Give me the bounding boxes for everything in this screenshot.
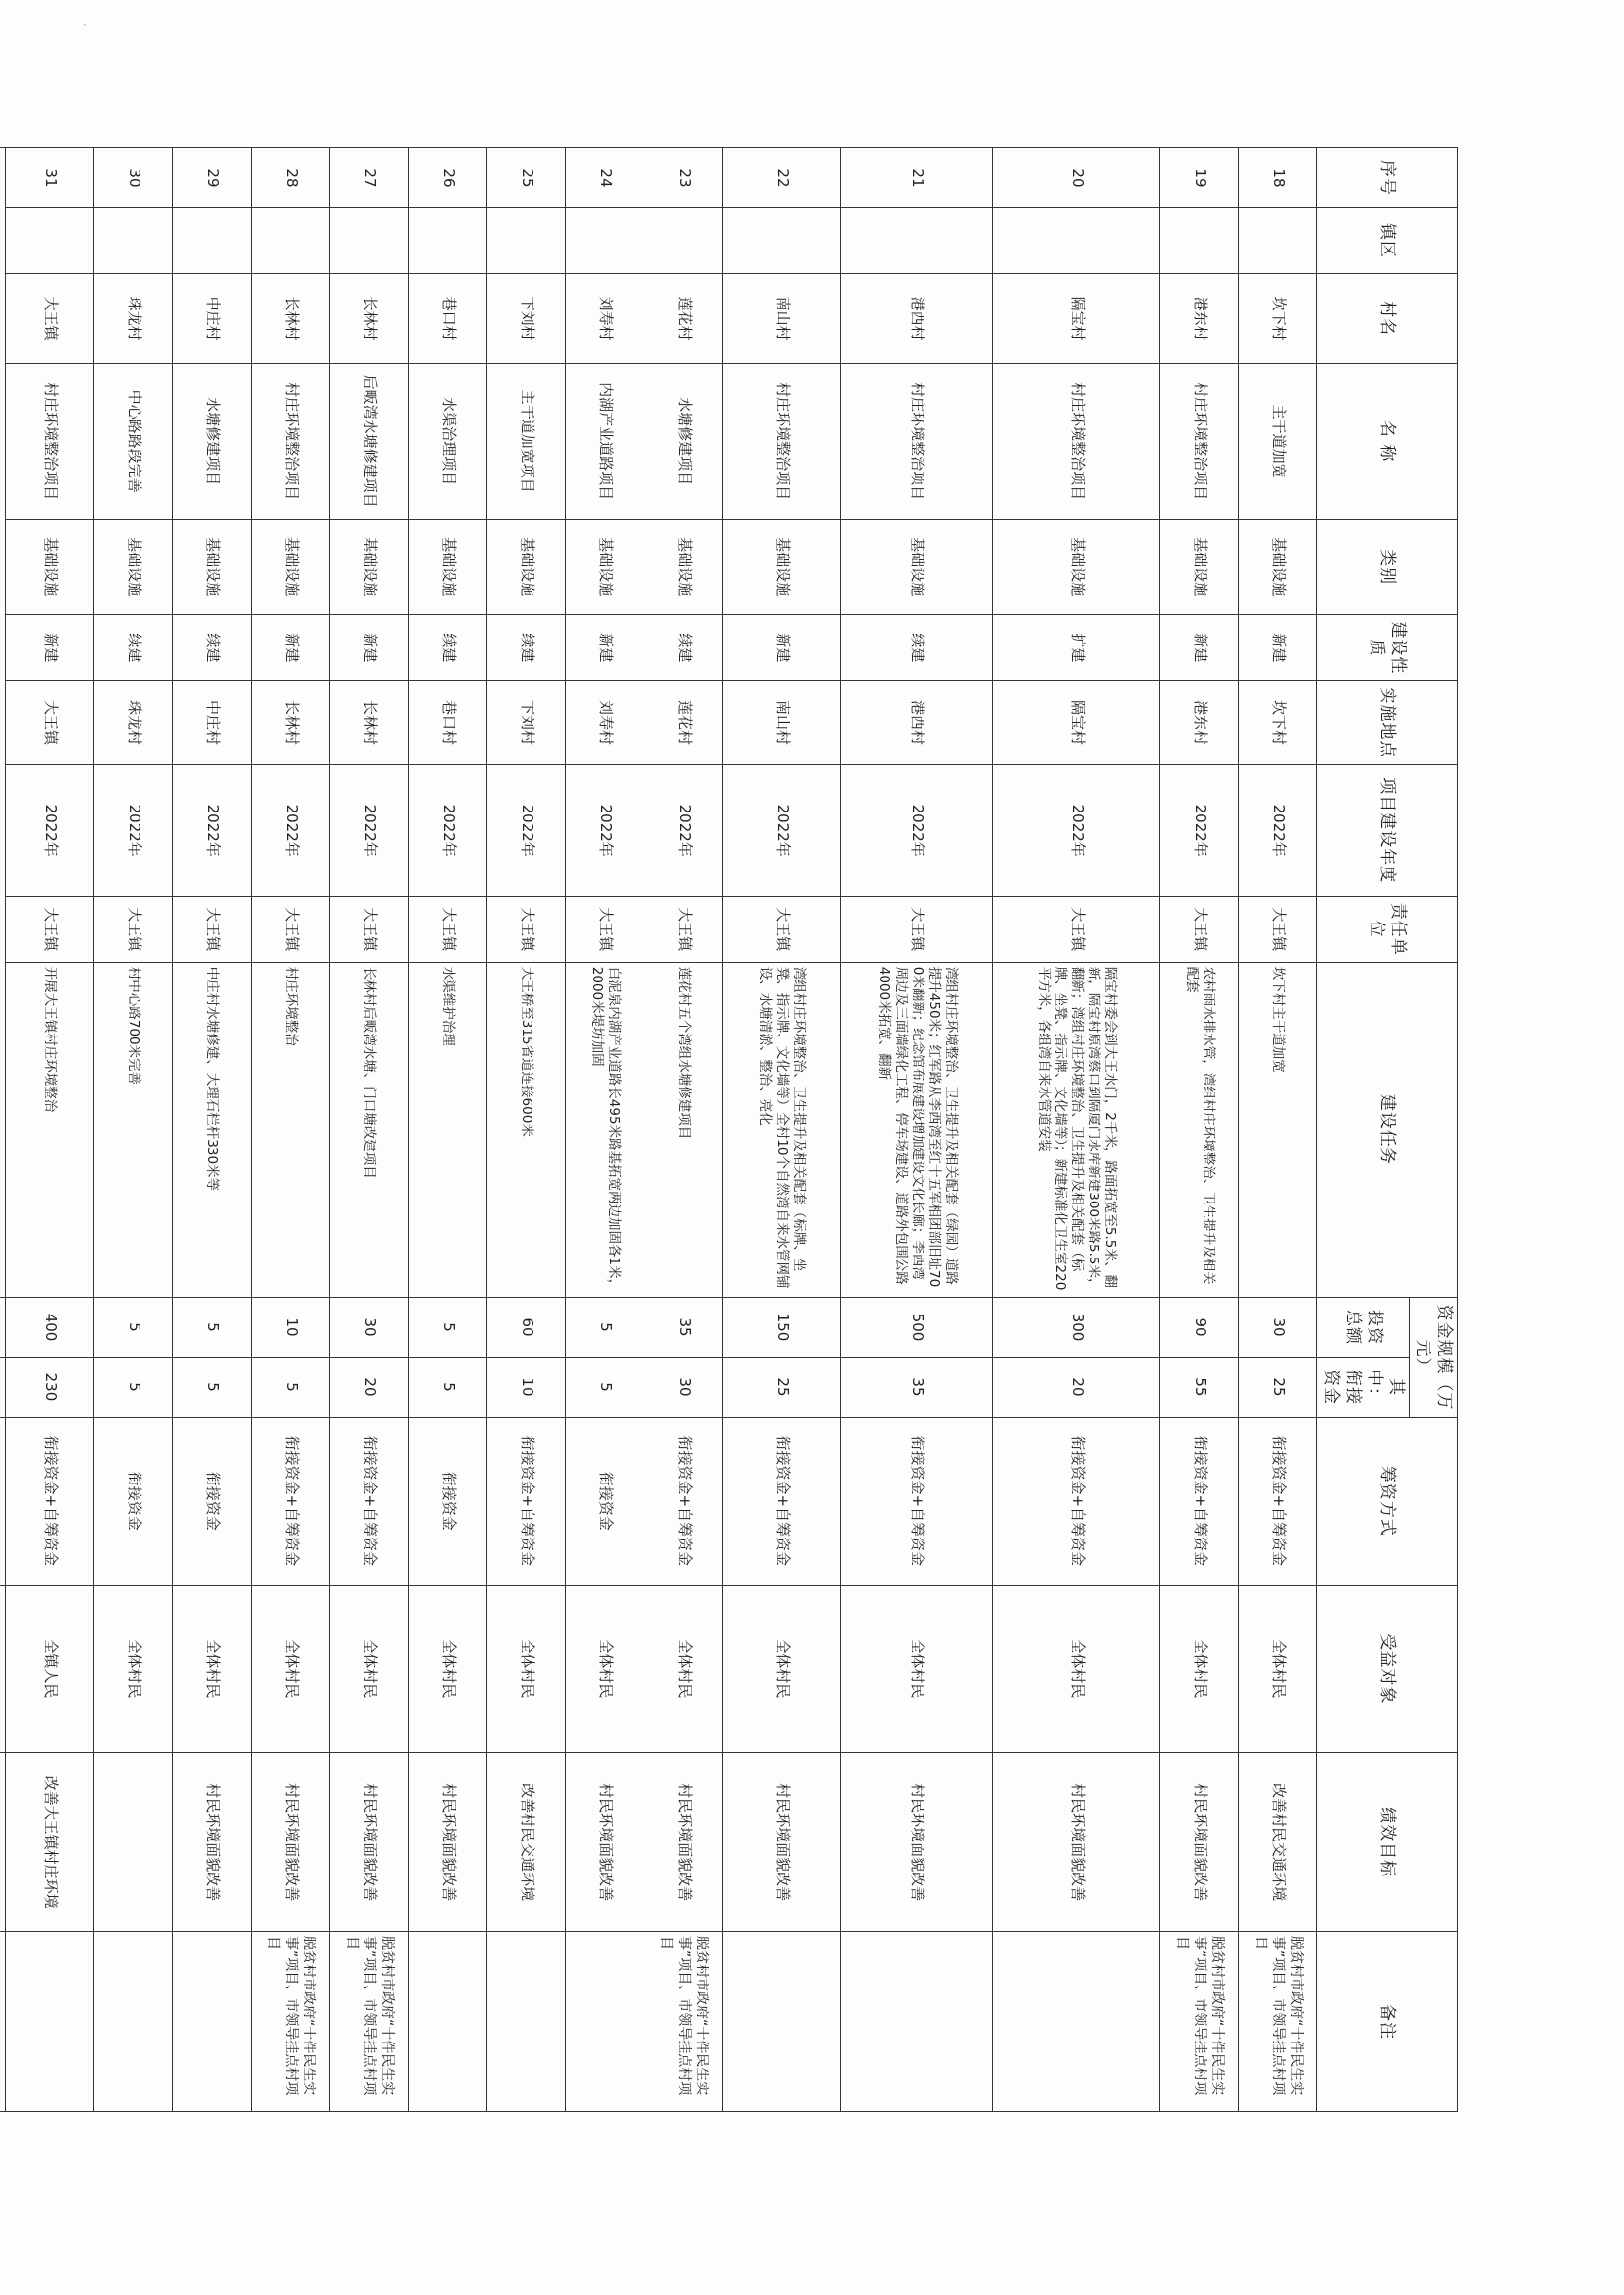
row-task: 莲花村五个湾组水塘修建项目 <box>644 962 723 1297</box>
table-row <box>1239 148 1317 2112</box>
row-seq: 21 <box>841 148 993 208</box>
row-beneficiary: 全镇人民 <box>6 1585 94 1753</box>
row-unit: 大王镇 <box>409 896 487 962</box>
row-nature: 新建 <box>1160 615 1239 681</box>
table-row <box>6 148 94 2112</box>
row-name: 村庄环境整治项目 <box>723 364 841 519</box>
row-unit: 大王镇 <box>993 896 1160 962</box>
row-goal: 村民环境面貌改善 <box>173 1753 252 1932</box>
row-fund-total: 5 <box>566 1298 644 1358</box>
row-fund-linked: 230 <box>6 1358 94 1418</box>
col-district: 镇区 <box>1317 207 1458 273</box>
row-name: 主干道加宽项目 <box>487 364 566 519</box>
row-fund-total: 5 <box>94 1298 173 1358</box>
row-village: 刘寿村 <box>566 273 644 363</box>
rotated-sheet <box>41 147 1458 2112</box>
row-beneficiary: 全体村民 <box>94 1585 173 1753</box>
row-name: 村庄环境整治项目 <box>6 364 94 519</box>
row-district <box>993 207 1160 273</box>
row-seq: 24 <box>566 148 644 208</box>
row-beneficiary: 全体村民 <box>173 1585 252 1753</box>
row-unit: 大王镇 <box>94 896 173 962</box>
row-remark <box>566 1932 644 2112</box>
row-remark: 脱贫村市政府“十件民生实事”项目、市领导挂点村项目 <box>1160 1932 1239 2112</box>
row-fund-linked: 5 <box>173 1358 252 1418</box>
row-fund-linked: 30 <box>644 1358 723 1418</box>
row-task: 湾组村庄环境整治、卫生提升及相关配套（绿园）道路提升450米；红军路从李西湾至红十五军相团部旧址700米翻新；纪念馆布展建设增加建设文化长廊；李西湾周边及三面墙绿化工程、停车场建设、道路外包围公路4000米拓宽、翻新 <box>841 962 993 1297</box>
row-category: 基础设施 <box>6 519 94 615</box>
row-year: 2022年 <box>487 764 566 896</box>
row-fund-linked: 35 <box>841 1358 993 1418</box>
header-row <box>1409 148 1457 2112</box>
row-goal <box>94 1753 173 1932</box>
row-fund-linked: 25 <box>723 1358 841 1418</box>
row-district <box>841 207 993 273</box>
row-fund-total: 35 <box>644 1298 723 1358</box>
row-name: 村庄环境整治项目 <box>1160 364 1239 519</box>
row-category: 基础设施 <box>566 519 644 615</box>
row-year: 2022年 <box>841 764 993 896</box>
row-seq: 29 <box>173 148 252 208</box>
row-financing: 衔接资金+自筹资金 <box>6 1417 94 1585</box>
row-task: 坎下村主干道加宽 <box>1239 962 1317 1297</box>
table-row <box>330 148 409 2112</box>
col-name: 名 称 <box>1317 364 1458 519</box>
row-category: 基础设施 <box>841 519 993 615</box>
row-village: 隔宝村 <box>993 273 1160 363</box>
row-fund-total: 10 <box>252 1298 330 1358</box>
row-year: 2022年 <box>409 764 487 896</box>
row-beneficiary: 全体村民 <box>330 1585 409 1753</box>
row-task: 白泥泉内湖产业道路长495米路基拓宽两边加固各1米，2000米堤坊加固 <box>566 962 644 1297</box>
row-district <box>94 207 173 273</box>
row-fund-total: 5 <box>409 1298 487 1358</box>
row-fund-linked: 55 <box>1160 1358 1239 1418</box>
row-village: 港西村 <box>841 273 993 363</box>
row-goal: 改善村民交通环境 <box>1239 1753 1317 1932</box>
col-village: 村名 <box>1317 273 1458 363</box>
row-village: 巷口村 <box>409 273 487 363</box>
row-category: 基础设施 <box>487 519 566 615</box>
row-fund-total: 30 <box>330 1298 409 1358</box>
row-village: 下刘村 <box>487 273 566 363</box>
row-fund-total: 400 <box>6 1298 94 1358</box>
row-task: 村庄环境整治 <box>252 962 330 1297</box>
row-location: 长林村 <box>330 681 409 764</box>
row-beneficiary: 全体村民 <box>723 1585 841 1753</box>
row-village: 坎下村 <box>1239 273 1317 363</box>
row-location: 莲花村 <box>644 681 723 764</box>
row-location: 珠龙村 <box>94 681 173 764</box>
row-district <box>1239 207 1317 273</box>
row-unit: 大王镇 <box>841 896 993 962</box>
row-year: 2022年 <box>723 764 841 896</box>
row-fund-linked: 5 <box>409 1358 487 1418</box>
row-category: 基础设施 <box>644 519 723 615</box>
col-category: 类别 <box>1317 519 1458 615</box>
row-goal: 村民环境面貌改善 <box>566 1753 644 1932</box>
col-fund-linked: 其中：衔接资金 <box>1317 1358 1409 1418</box>
row-fund-linked: 25 <box>1239 1358 1317 1418</box>
row-seq: 18 <box>1239 148 1317 208</box>
row-unit: 大王镇 <box>252 896 330 962</box>
row-remark: 脱贫村市政府“十件民生实事”项目、市领导挂点村项目 <box>252 1932 330 2112</box>
scan-mark: ᐧ <box>84 18 87 33</box>
row-remark: 脱贫村市政府“十件民生实事”项目、市领导挂点村项目 <box>1239 1932 1317 2112</box>
row-remark <box>173 1932 252 2112</box>
table-row <box>993 148 1160 2112</box>
table-row <box>173 148 252 2112</box>
row-village: 南山村 <box>723 273 841 363</box>
table-row <box>566 148 644 2112</box>
row-financing: 衔接资金 <box>566 1417 644 1585</box>
row-remark <box>841 1932 993 2112</box>
row-financing: 衔接资金+自筹资金 <box>1239 1417 1317 1585</box>
row-remark <box>409 1932 487 2112</box>
row-remark <box>993 1932 1160 2112</box>
row-location: 长林村 <box>252 681 330 764</box>
row-beneficiary: 全体村民 <box>1239 1585 1317 1753</box>
row-location: 大王镇 <box>6 681 94 764</box>
row-nature: 新建 <box>1239 615 1317 681</box>
row-year: 2022年 <box>173 764 252 896</box>
total-fund <box>0 1298 6 1358</box>
row-category: 基础设施 <box>409 519 487 615</box>
total-linked <box>0 1358 6 1418</box>
row-year: 2022年 <box>993 764 1160 896</box>
row-task: 村中心路700米完善 <box>94 962 173 1297</box>
row-location: 港东村 <box>1160 681 1239 764</box>
total-empty-2 <box>0 1585 6 1753</box>
row-year: 2022年 <box>1160 764 1239 896</box>
row-nature: 新建 <box>723 615 841 681</box>
row-category: 基础设施 <box>993 519 1160 615</box>
row-seq: 23 <box>644 148 723 208</box>
row-seq: 28 <box>252 148 330 208</box>
row-village: 大王镇 <box>6 273 94 363</box>
row-village: 长林村 <box>252 273 330 363</box>
row-financing: 衔接资金+自筹资金 <box>487 1417 566 1585</box>
col-beneficiary: 受益对象 <box>1317 1585 1458 1753</box>
row-unit: 大王镇 <box>487 896 566 962</box>
row-goal: 村民环境面貌改善 <box>723 1753 841 1932</box>
row-fund-total: 150 <box>723 1298 841 1358</box>
row-remark <box>6 1932 94 2112</box>
row-village: 长林村 <box>330 273 409 363</box>
row-task: 大王桥至315省道连接600米 <box>487 962 566 1297</box>
col-financing: 筹资方式 <box>1317 1417 1458 1585</box>
total-empty-3 <box>0 1753 6 1932</box>
total-row <box>0 148 6 2112</box>
row-name: 中心路路段完善 <box>94 364 173 519</box>
table-row <box>94 148 173 2112</box>
col-task: 建设任务 <box>1317 962 1458 1297</box>
col-seq: 序号 <box>1317 148 1458 208</box>
row-category: 基础设施 <box>1160 519 1239 615</box>
row-goal: 村民环境面貌改善 <box>252 1753 330 1932</box>
row-name: 水塘修建项目 <box>173 364 252 519</box>
row-village: 中庄村 <box>173 273 252 363</box>
row-location: 下刘村 <box>487 681 566 764</box>
row-beneficiary: 全体村民 <box>644 1585 723 1753</box>
row-year: 2022年 <box>1239 764 1317 896</box>
row-district <box>409 207 487 273</box>
row-nature: 续建 <box>94 615 173 681</box>
row-seq: 26 <box>409 148 487 208</box>
row-village: 珠龙村 <box>94 273 173 363</box>
row-beneficiary: 全体村民 <box>993 1585 1160 1753</box>
row-seq: 19 <box>1160 148 1239 208</box>
row-beneficiary: 全体村民 <box>409 1585 487 1753</box>
row-district <box>173 207 252 273</box>
row-location: 南山村 <box>723 681 841 764</box>
row-name: 后畈湾水塘修建项目 <box>330 364 409 519</box>
row-task: 长林村后畈湾水塘、门口塘改建项目 <box>330 962 409 1297</box>
row-year: 2022年 <box>252 764 330 896</box>
row-location: 中庄村 <box>173 681 252 764</box>
row-unit: 大王镇 <box>566 896 644 962</box>
row-remark <box>723 1932 841 2112</box>
row-location: 刘寿村 <box>566 681 644 764</box>
row-year: 2022年 <box>6 764 94 896</box>
row-fund-linked: 20 <box>330 1358 409 1418</box>
col-year: 项目建设年度 <box>1317 764 1458 896</box>
row-fund-total: 60 <box>487 1298 566 1358</box>
row-seq: 30 <box>94 148 173 208</box>
total-label <box>0 148 6 1298</box>
row-district <box>723 207 841 273</box>
row-task: 中庄村水塘修建、大理石栏杆330米等 <box>173 962 252 1297</box>
row-fund-total: 300 <box>993 1298 1160 1358</box>
row-remark <box>487 1932 566 2112</box>
row-beneficiary: 全体村民 <box>1160 1585 1239 1753</box>
row-fund-total: 500 <box>841 1298 993 1358</box>
row-location: 港西村 <box>841 681 993 764</box>
row-nature: 续建 <box>487 615 566 681</box>
row-fund-linked: 5 <box>252 1358 330 1418</box>
row-goal: 村民环境面貌改善 <box>409 1753 487 1932</box>
row-unit: 大王镇 <box>6 896 94 962</box>
row-remark: 脱贫村市政府“十件民生实事”项目、市领导挂点村项目 <box>330 1932 409 2112</box>
row-year: 2022年 <box>330 764 409 896</box>
row-year: 2022年 <box>566 764 644 896</box>
row-name: 村庄环境整治项目 <box>252 364 330 519</box>
col-nature: 建设性质 <box>1317 615 1458 681</box>
row-location: 坎下村 <box>1239 681 1317 764</box>
row-nature: 续建 <box>409 615 487 681</box>
row-seq: 31 <box>6 148 94 208</box>
row-name: 内湖产业道路项目 <box>566 364 644 519</box>
row-financing: 衔接资金 <box>409 1417 487 1585</box>
row-goal: 村民环境面貌改善 <box>841 1753 993 1932</box>
table-row <box>252 148 330 2112</box>
row-task: 湾组村庄环境整治、卫生提升及相关配套（标牌、坐凳、指示牌、文化墙等）全村10个自然湾自来水管网铺设、水塘清淤、整治、亮化 <box>723 962 841 1297</box>
row-goal: 村民环境面貌改善 <box>1160 1753 1239 1932</box>
row-district <box>566 207 644 273</box>
col-fund-total: 投资总额 <box>1317 1298 1409 1358</box>
row-beneficiary: 全体村民 <box>487 1585 566 1753</box>
row-financing: 衔接资金+自筹资金 <box>252 1417 330 1585</box>
row-remark: 脱贫村市政府“十件民生实事”项目、市领导挂点村项目 <box>644 1932 723 2112</box>
row-task: 开展大王镇村庄环境整治 <box>6 962 94 1297</box>
col-goal: 绩效目标 <box>1317 1753 1458 1932</box>
row-nature: 续建 <box>841 615 993 681</box>
row-financing: 衔接资金+自筹资金 <box>841 1417 993 1585</box>
row-name: 主干道加宽 <box>1239 364 1317 519</box>
row-name: 村庄环境整治项目 <box>841 364 993 519</box>
row-task: 水渠维护治理 <box>409 962 487 1297</box>
row-goal: 村民环境面貌改善 <box>330 1753 409 1932</box>
row-district <box>330 207 409 273</box>
row-category: 基础设施 <box>252 519 330 615</box>
row-district <box>6 207 94 273</box>
table-body <box>0 148 1317 2112</box>
row-district <box>252 207 330 273</box>
row-name: 水塘修建项目 <box>644 364 723 519</box>
row-fund-total: 5 <box>173 1298 252 1358</box>
row-financing: 衔接资金 <box>173 1417 252 1585</box>
row-district <box>644 207 723 273</box>
row-financing: 衔接资金+自筹资金 <box>644 1417 723 1585</box>
row-nature: 新建 <box>566 615 644 681</box>
row-nature: 扩建 <box>993 615 1160 681</box>
table-row <box>1160 148 1239 2112</box>
row-financing: 衔接资金+自筹资金 <box>1160 1417 1239 1585</box>
row-unit: 大王镇 <box>1160 896 1239 962</box>
total-empty-1 <box>0 1417 6 1585</box>
row-task: 农村雨水排水管，湾组村庄环境整治、卫生提升及相关配套 <box>1160 962 1239 1297</box>
row-remark <box>94 1932 173 2112</box>
total-empty-4 <box>0 1932 6 2112</box>
col-responsible: 责任单位 <box>1317 896 1458 962</box>
row-unit: 大王镇 <box>330 896 409 962</box>
row-goal: 村民环境面貌改善 <box>644 1753 723 1932</box>
table-row <box>644 148 723 2112</box>
row-category: 基础设施 <box>94 519 173 615</box>
row-seq: 25 <box>487 148 566 208</box>
row-village: 港东村 <box>1160 273 1239 363</box>
row-seq: 27 <box>330 148 409 208</box>
row-financing: 衔接资金+自筹资金 <box>723 1417 841 1585</box>
table-row <box>723 148 841 2112</box>
row-village: 莲花村 <box>644 273 723 363</box>
row-category: 基础设施 <box>330 519 409 615</box>
row-fund-linked: 10 <box>487 1358 566 1418</box>
row-nature: 续建 <box>644 615 723 681</box>
row-fund-linked: 5 <box>94 1358 173 1418</box>
row-fund-total: 30 <box>1239 1298 1317 1358</box>
row-nature: 新建 <box>6 615 94 681</box>
row-goal: 村民环境面貌改善 <box>993 1753 1160 1932</box>
row-beneficiary: 全体村民 <box>566 1585 644 1753</box>
row-nature: 新建 <box>330 615 409 681</box>
row-nature: 新建 <box>252 615 330 681</box>
row-unit: 大王镇 <box>644 896 723 962</box>
row-financing: 衔接资金+自筹资金 <box>330 1417 409 1585</box>
col-fund-scale: 资金规模（万元） <box>1409 1298 1457 1418</box>
col-remark: 备注 <box>1317 1932 1458 2112</box>
row-location: 隔宝村 <box>993 681 1160 764</box>
row-nature: 续建 <box>173 615 252 681</box>
row-category: 基础设施 <box>1239 519 1317 615</box>
row-name: 水渠治理项目 <box>409 364 487 519</box>
row-seq: 22 <box>723 148 841 208</box>
table-row <box>841 148 993 2112</box>
project-table <box>0 147 1458 2112</box>
row-unit: 大王镇 <box>723 896 841 962</box>
row-goal: 改善村民交通环境 <box>487 1753 566 1932</box>
row-year: 2022年 <box>94 764 173 896</box>
row-district <box>1160 207 1239 273</box>
row-district <box>487 207 566 273</box>
row-fund-linked: 20 <box>993 1358 1160 1418</box>
row-goal: 改善大王镇村庄环境 <box>6 1753 94 1932</box>
row-beneficiary: 全体村民 <box>841 1585 993 1753</box>
table-row <box>487 148 566 2112</box>
row-fund-linked: 5 <box>566 1358 644 1418</box>
row-location: 巷口村 <box>409 681 487 764</box>
row-unit: 大王镇 <box>173 896 252 962</box>
row-task: 隔宝村委会到大王水门，2千米，路面拓宽至5.5米、翻新，隔宝村原湾蔡口到隔厦门水库新建300米路5.5米，翻新；湾组村庄环境整治、卫生提升及相关配套（标牌、坐凳、指示牌、文化墙等）；新建标准化卫生室220平方米，各组湾自来水管道安装 <box>993 962 1160 1297</box>
row-seq: 20 <box>993 148 1160 208</box>
row-year: 2022年 <box>644 764 723 896</box>
row-unit: 大王镇 <box>1239 896 1317 962</box>
row-fund-total: 90 <box>1160 1298 1239 1358</box>
row-name: 村庄环境整治项目 <box>993 364 1160 519</box>
row-financing: 衔接资金 <box>94 1417 173 1585</box>
col-location: 实施地点 <box>1317 681 1458 764</box>
row-financing: 衔接资金+自筹资金 <box>993 1417 1160 1585</box>
row-category: 基础设施 <box>173 519 252 615</box>
row-beneficiary: 全体村民 <box>252 1585 330 1753</box>
table-row <box>409 148 487 2112</box>
row-category: 基础设施 <box>723 519 841 615</box>
